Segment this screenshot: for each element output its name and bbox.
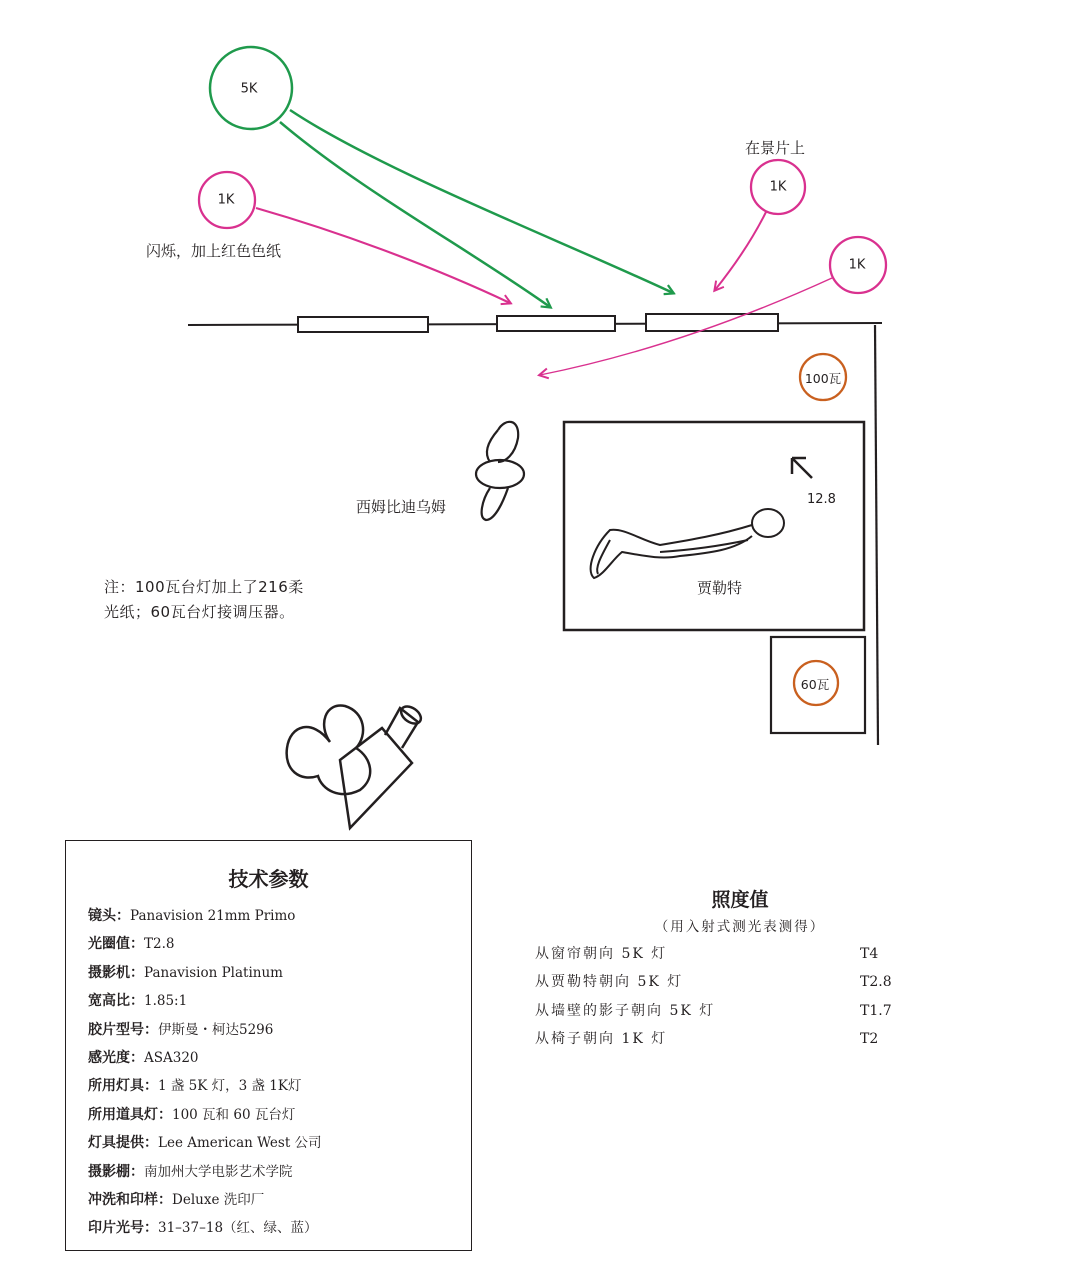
spec-value: 100 瓦和 60 瓦台灯 (172, 1106, 296, 1123)
stop-label: 12.8 (807, 492, 836, 507)
spec-item (88, 930, 322, 958)
spec-item (88, 987, 322, 1015)
person-label: 贾勒特 (697, 579, 743, 597)
light-5k-beam-upper (290, 110, 673, 293)
spec-key: 感光度： (88, 1049, 144, 1066)
spec-key: 摄影机： (88, 964, 144, 981)
spec-value: 31–37–18（红、绿、蓝） (158, 1220, 318, 1237)
spec-item (88, 1129, 322, 1157)
spec-value: 南加州大学电影艺术学院 (144, 1163, 293, 1180)
spec-item (88, 1044, 322, 1072)
curtain-panel-1 (298, 317, 428, 332)
spec-value: ASA320 (144, 1049, 199, 1066)
illuminance-title: 照度值 (711, 889, 769, 911)
spec-value: Panavision 21mm Primo (130, 908, 296, 924)
spec-item (88, 1214, 322, 1242)
lamp-100w-label: 100瓦 (804, 371, 842, 386)
spec-key: 胶片型号： (88, 1021, 158, 1038)
light-1k-onset-label: 1K (769, 179, 787, 195)
illuminance-value: T2 (860, 1031, 879, 1047)
spec-item (88, 902, 322, 930)
light-1k-flicker-label: 1K (217, 192, 235, 208)
spec-value: 1 盏 5K 灯，3 盏 1K灯 (158, 1078, 302, 1095)
spec-item (88, 1158, 322, 1186)
light-5k-beam-lower (280, 122, 550, 307)
spec-value: Deluxe 洗印厂 (172, 1191, 265, 1208)
camera-icon (287, 703, 424, 828)
illuminance-row (535, 997, 915, 1025)
tech-specs-list (88, 902, 322, 1243)
illuminance-subtitle: （用入射式测光表测得） (654, 919, 826, 935)
spec-key: 摄影棚： (88, 1163, 144, 1180)
lamp-60w-label: 60瓦 (800, 677, 830, 692)
curtain-panel-2 (497, 316, 615, 331)
illuminance-row (535, 940, 915, 968)
spec-key: 光圈值： (88, 936, 144, 953)
flicker-note-label: 闪烁，加上红色色纸 (146, 242, 282, 260)
illuminance-row (535, 1025, 915, 1053)
spec-key: 所用灯具： (88, 1078, 158, 1095)
illuminance-value: T2.8 (860, 974, 892, 990)
spec-item (88, 1072, 322, 1100)
light-1k-onset-beam (715, 212, 766, 290)
onset-note-label: 在景片上 (745, 139, 806, 157)
light-1k-right-label: 1K (848, 257, 866, 273)
tech-specs-box (65, 840, 472, 1251)
illuminance-value: T4 (860, 946, 879, 962)
illuminance-desc: 从贾勒特朝向 5K 灯 (535, 974, 684, 990)
lamp-note: 注：100瓦台灯加上了216柔光纸；60瓦台灯接调压器。 (104, 578, 304, 621)
bed (564, 422, 864, 630)
spec-value: Panavision Platinum (144, 964, 283, 981)
spec-item (88, 959, 322, 987)
spec-key: 灯具提供： (88, 1135, 158, 1152)
illuminance-desc: 从窗帘朝向 5K 灯 (535, 946, 668, 962)
spec-key: 所用道具灯： (88, 1106, 172, 1123)
spec-item (88, 1101, 322, 1129)
spec-item (88, 1186, 322, 1214)
person-icon (591, 509, 784, 578)
plant-label: 西姆比迪乌姆 (356, 498, 447, 516)
spec-key: 印片光号： (88, 1220, 158, 1237)
spec-value: 伊斯曼・柯达5296 (158, 1021, 274, 1038)
illuminance-desc: 从椅子朝向 1K 灯 (535, 1031, 668, 1047)
illuminance-value: T1.7 (860, 1003, 892, 1019)
spec-value: T2.8 (144, 936, 175, 953)
stop-arrow (792, 458, 812, 478)
spec-value: 1.85:1 (144, 993, 188, 1010)
spec-value: Lee American West 公司 (158, 1135, 322, 1152)
spec-key: 冲洗和印样： (88, 1191, 172, 1208)
illuminance-desc: 从墙壁的影子朝向 5K 灯 (535, 1003, 716, 1019)
light-5k-label: 5K (240, 81, 258, 97)
curtain-panel-3 (646, 314, 778, 331)
spec-key: 镜头： (88, 908, 130, 924)
plant-icon (476, 422, 524, 520)
tech-specs-title: 技术参数 (228, 867, 309, 891)
spec-key: 宽高比： (88, 993, 144, 1010)
right-wall-line (875, 325, 878, 745)
spec-item (88, 1016, 322, 1044)
illuminance-row (535, 968, 915, 996)
